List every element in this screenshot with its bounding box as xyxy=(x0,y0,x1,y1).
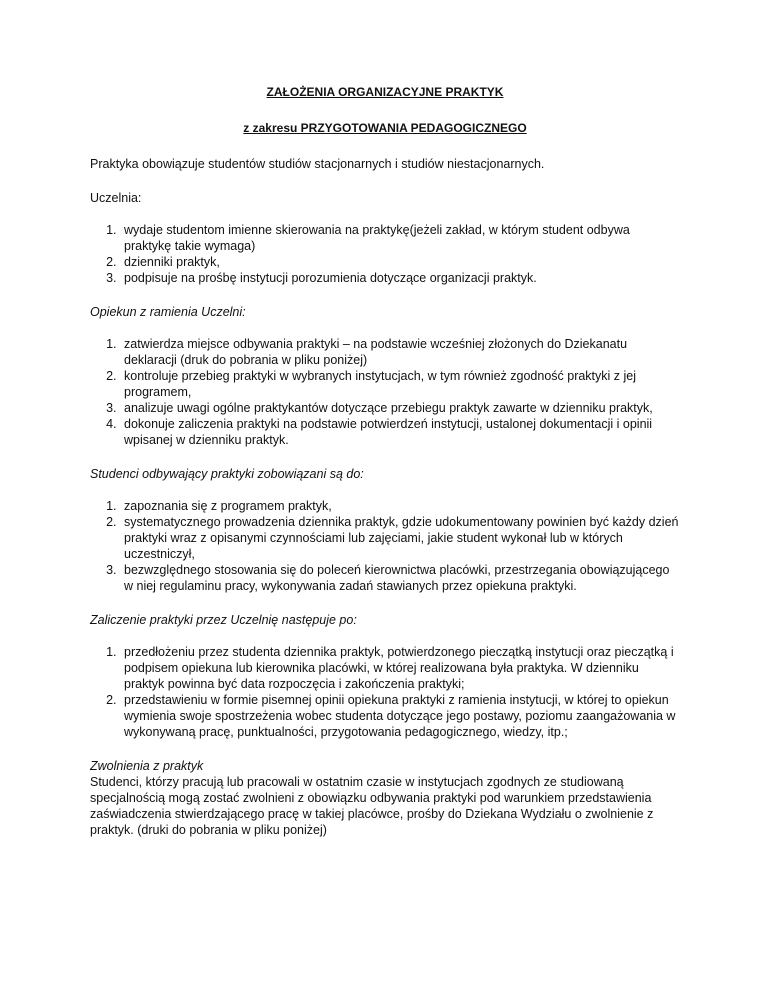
university-list xyxy=(90,222,680,286)
exemption-heading: Zwolnienia z praktyk xyxy=(90,759,204,773)
university-heading: Uczelnia: xyxy=(90,191,142,205)
document-page xyxy=(90,84,680,838)
intro-paragraph: Praktyka obowiązuje studentów studiów stacjonarnych i studiów niestacjonarnych. xyxy=(90,157,545,171)
list-item: 3. podpisuje na prośbę instytucji porozumienia dotyczące organizacji praktyk. xyxy=(120,270,680,286)
document-title: ZAŁOŻENIA ORGANIZACYJNE PRAKTYK xyxy=(266,85,504,99)
list-item: 2. systematycznego prowadzenia dziennika praktyk, gdzie udokumentowany powinien być każdy dzień praktyki wraz z opisanymi czynnościami lub zajęciami, jakie student wykonał lub w których uczestniczył, xyxy=(120,514,680,562)
list-item: 2. przedstawieniu w formie pisemnej opinii opiekuna praktyki z ramienia instytucji, w której to opiekun wymienia swoje spostrzeżenia wobec studenta dotyczące jego postawy, poziomu zaangażowania w wykonywaną pracę, punktualności, przygotowania pedagogicznego, wiedzy, itp.; xyxy=(120,692,680,740)
completion-heading: Zaliczenie praktyki przez Uczelnię następuje po: xyxy=(90,613,357,627)
list-item: 2. kontroluje przebieg praktyki w wybranych instytucjach, w tym również zgodność praktyki z jej programem, xyxy=(120,368,680,400)
list-item: 2. dzienniki praktyk, xyxy=(120,254,680,270)
supervisor-heading: Opiekun z ramienia Uczelni: xyxy=(90,305,246,319)
students-heading: Studenci odbywający praktyki zobowiązani są do: xyxy=(90,467,364,481)
supervisor-list xyxy=(90,336,680,448)
completion-list xyxy=(90,644,680,740)
list-item: 1. wydaje studentom imienne skierowania na praktykę(jeżeli zakład, w którym student odbywa praktykę takie wymaga) xyxy=(120,222,680,254)
list-item: 1. zatwierdza miejsce odbywania praktyki – na podstawie wcześniej złożonych do Dziekanatu deklaracji (druk do pobrania w pliku poniżej) xyxy=(120,336,680,368)
list-item: 1. przedłożeniu przez studenta dziennika praktyk, potwierdzonego pieczątką instytucji oraz pieczątką i podpisem opiekuna lub kierownika placówki, w której realizowana była praktyka. W dzienniku praktyk powinna być data rozpoczęcia i zakończenia praktyki; xyxy=(120,644,680,692)
list-item: 3. bezwzględnego stosowania się do poleceń kierownictwa placówki, przestrzegania obowiązującego w niej regulaminu pracy, wykonywania zadań stawianych przez opiekuna praktyki. xyxy=(120,562,680,594)
document-subtitle: z zakresu PRZYGOTOWANIA PEDAGOGICZNEGO xyxy=(243,121,527,135)
students-list xyxy=(90,498,680,594)
exemption-paragraph: Studenci, którzy pracują lub pracowali w ostatnim czasie w instytucjach zgodnych ze studiowaną specjalnością mogą zostać zwolnieni z obowiązku odbywania praktyki pod warunkiem przedstawienia zaświadczenia stwierdzającego pracę w takiej placówce, prośby do Dziekana Wydziału o zwolnienie z praktyk. (druki do pobrania w pliku poniżej) xyxy=(90,775,654,837)
list-item: 1. zapoznania się z programem praktyk, xyxy=(120,498,680,514)
list-item: 3. analizuje uwagi ogólne praktykantów dotyczące przebiegu praktyk zawarte w dzienniku praktyk, xyxy=(120,400,680,416)
list-item: 4. dokonuje zaliczenia praktyki na podstawie potwierdzeń instytucji, ustalonej dokumentacji i opinii wpisanej w dzienniku praktyk. xyxy=(120,416,680,448)
